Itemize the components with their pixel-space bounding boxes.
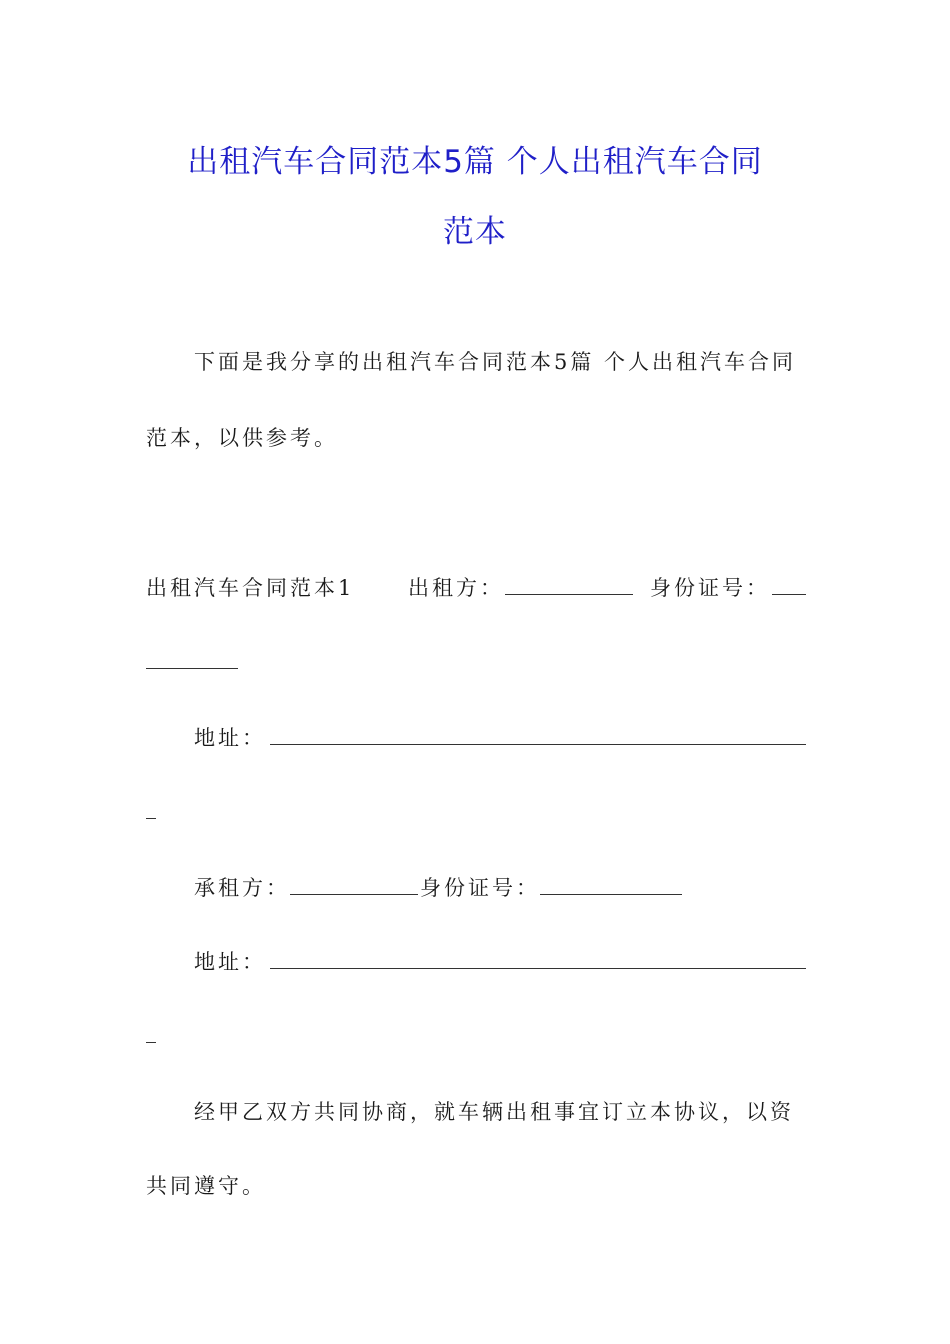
lessor-id-blank-continued [146, 668, 238, 669]
body-line-2: 共同遵守。 [146, 1174, 266, 1198]
lessee-name-blank [290, 894, 418, 895]
lessor-address-label: 地址： [194, 726, 266, 750]
contract-heading: 出租汽车合同范本1 [146, 576, 355, 600]
body-line-1: 经甲乙双方共同协商，就车辆出租事宜订立本协议，以资 [194, 1100, 794, 1124]
lessor-address-blank-continued [146, 818, 156, 819]
lessor-address-blank [270, 744, 806, 745]
document-title-line-2: 范本 [443, 214, 507, 250]
lessor-id-label: 身份证号： [650, 576, 770, 600]
document-title-line-1: 出租汽车合同范本5篇 个人出租汽车合同 [187, 144, 763, 180]
lessee-address-blank-continued [146, 1042, 156, 1043]
lessor-id-blank [772, 594, 806, 595]
lessee-label: 承租方： [194, 876, 290, 900]
lessee-id-blank [540, 894, 682, 895]
lessee-address-label: 地址： [194, 950, 266, 974]
lessor-name-blank [505, 594, 633, 595]
intro-line-1: 下面是我分享的出租汽车合同范本5篇 个人出租汽车合同 [194, 350, 797, 374]
lessee-id-label: 身份证号： [420, 876, 540, 900]
lessor-label: 出租方： [408, 576, 504, 600]
lessee-address-blank [270, 968, 806, 969]
intro-line-2: 范本，以供参考。 [146, 426, 338, 450]
